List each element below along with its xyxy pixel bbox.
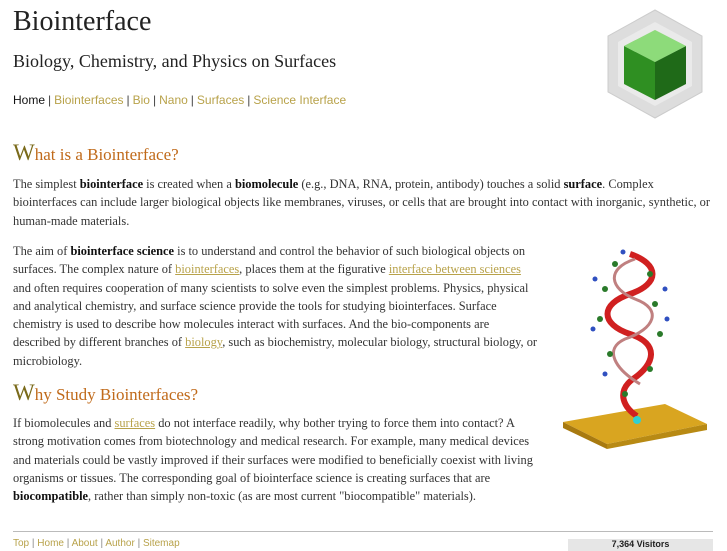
page-title: Biointerface: [13, 6, 152, 37]
text: . Complex biointerfaces can include larger biological objects like membranes, viruses, or cells that are brought into contact with inorganic, synthetic, or human-made materials.: [13, 177, 710, 228]
heading-text: hat is a Biointerface?: [34, 145, 179, 164]
nav-link-surfaces[interactable]: Surfaces: [196, 93, 245, 107]
footer-link-about[interactable]: About: [71, 538, 98, 549]
bold-term: biomolecule: [234, 177, 299, 191]
footer-link-home[interactable]: Home: [37, 538, 64, 549]
heading-initial: W: [13, 380, 35, 405]
footer-link-top[interactable]: Top: [13, 538, 30, 549]
text: , places them at the figurative: [239, 262, 389, 277]
heading-text: hy Study Biointerfaces?: [34, 385, 199, 404]
nav-link-nano[interactable]: Nano: [159, 93, 188, 107]
nav-link-science-interface[interactable]: Science Interface: [253, 93, 347, 107]
link-surfaces[interactable]: surfaces: [114, 416, 156, 430]
bold-term: biointerface: [79, 177, 144, 191]
text: is to understand and control the behavior of such biological objects on surfaces. The complex nature of: [13, 244, 526, 277]
heading-initial: W: [13, 140, 35, 165]
section-heading-why: [13, 380, 198, 406]
nav-link-biointerfaces[interactable]: Biointerfaces: [54, 93, 124, 107]
nav-link-bio[interactable]: Bio: [132, 93, 150, 107]
footer-link-author[interactable]: Author: [105, 538, 135, 549]
link-interface-between-sciences[interactable]: interface between sciences: [388, 262, 521, 277]
dna-on-surface-icon: [555, 244, 715, 449]
link-biology[interactable]: biology: [185, 335, 223, 350]
text: do not interface readily, why bother trying to force them into contact? A strong motivation comes from biotechnology and medical research. For example, many medical devices and materials could be vastly improved if their surfaces were modified to beneficially coexist with living organisms or tissues. The corresponding goal of biointerface science is creating surfaces that are: [13, 416, 533, 485]
text: , such as biochemistry, molecular biology, structural biology, or microbiology.: [13, 335, 538, 368]
nav-home-link[interactable]: Home: [13, 93, 46, 107]
paragraph-aim: [13, 242, 538, 370]
paragraph-definition: [13, 175, 713, 230]
green-cube-icon[interactable]: [604, 8, 706, 120]
bold-term: biointerface science: [70, 244, 175, 258]
text: If biomolecules and: [13, 416, 115, 430]
text: and often requires cooperation of many scientists to solve even the simplest problems. Physics, physical and analytical chemistry, and surface science provide the tools for studying biointerfaces. Surface chemistry is used to describe how molecules interact with surfaces. And the bio-components are described by different branches of: [13, 280, 529, 350]
section-heading-what: [13, 140, 179, 166]
bold-term: surface: [563, 177, 603, 191]
nav-separator: |: [152, 93, 157, 107]
breadcrumb-nav: [13, 93, 346, 107]
nav-separator: |: [247, 93, 251, 107]
visitor-counter: 7,364 Visitors: [568, 539, 713, 551]
nav-separator: |: [190, 93, 194, 107]
footer-divider: [13, 531, 713, 532]
text: The aim of: [13, 244, 71, 258]
paragraph-motivation: [13, 414, 538, 505]
link-biointerfaces[interactable]: biointerfaces: [175, 262, 240, 277]
text: (e.g., DNA, RNA, protein, antibody) touches a solid: [298, 177, 564, 191]
bold-term: biocompatible: [13, 489, 89, 504]
nav-separator: |: [48, 93, 52, 107]
text: The simplest: [13, 177, 80, 191]
text: , rather than simply non-toxic (as are most current "biocompatible" materials).: [88, 489, 476, 504]
footer-nav: Top | Home | About | Author | Sitemap: [13, 538, 180, 549]
text: is created when a: [143, 177, 235, 191]
footer-link-sitemap[interactable]: Sitemap: [142, 538, 180, 549]
nav-separator: |: [126, 93, 130, 107]
page-subtitle: Biology, Chemistry, and Physics on Surfaces: [13, 51, 337, 71]
